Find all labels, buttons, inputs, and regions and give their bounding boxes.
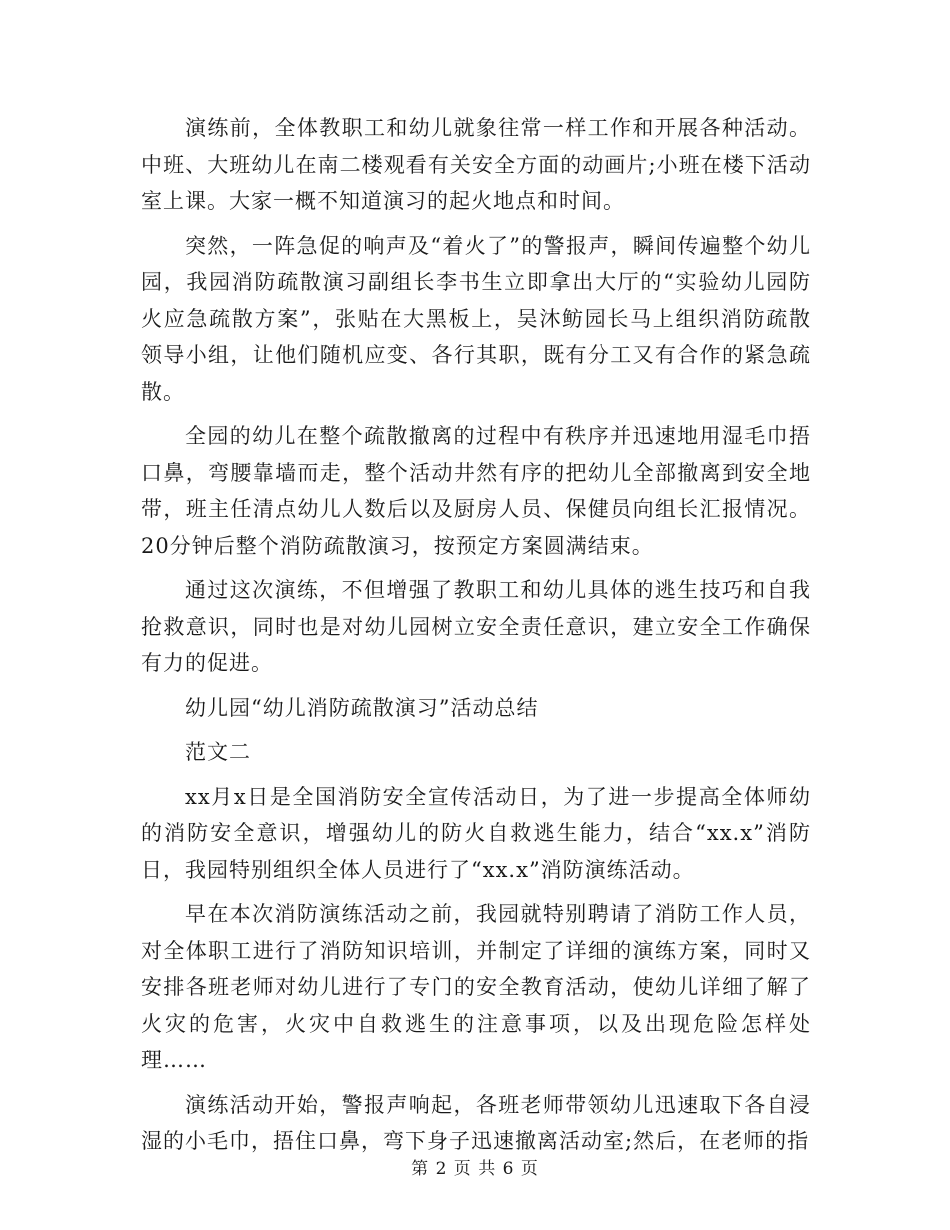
paragraph-drill-preparation: 演练前，全体教职工和幼儿就象往常一样工作和开展各种活动。中班、大班幼儿在南二楼观看有关安全方面的动画片;小班在楼下活动室上课。大家一概不知道演习的起火地点和时间。 bbox=[141, 116, 811, 213]
paragraph-evacuation-process: 全园的幼儿在整个疏散撤离的过程中有秩序并迅速地用湿毛巾捂口鼻，弯腰靠墙而走，整个活动井然有序的把幼儿全部撤离到安全地带，班主任清点幼儿人数后以及厨房人员、保健员向组长汇报情况。20分钟后整个消防疏散演习，按预定方案圆满结束。 bbox=[141, 424, 811, 558]
page-number-footer: 第 2 页 共 6 页 bbox=[411, 1159, 539, 1179]
document-body bbox=[141, 110, 811, 1160]
section-title: 幼儿园“幼儿消防疏散演习”活动总结 bbox=[185, 695, 539, 720]
paragraph-drill-start: 演练活动开始，警报声响起，各班老师带领幼儿迅速取下各自浸湿的小毛巾，捂住口鼻，弯下身子迅速撤离活动室;然后，在老师的指 bbox=[141, 1092, 811, 1153]
paragraph-drill-conclusion: 通过这次演练，不但增强了教职工和幼儿具体的逃生技巧和自我抢救意识，同时也是对幼儿园树立安全责任意识，建立安全工作确保有力的促进。 bbox=[141, 578, 811, 675]
paragraph-fire-safety-day: xx月x日是全国消防安全宣传活动日，为了进一步提高全体师幼的消防安全意识，增强幼儿的防火自救逃生能力，结合“xx.x”消防日，我园特别组织全体人员进行了“xx.x”消防演练活动。 bbox=[141, 784, 811, 882]
section-subtitle: 范文二 bbox=[185, 740, 251, 764]
paragraph-training-before-drill: 早在本次消防演练活动之前，我园就特别聘请了消防工作人员，对全体职工进行了消防知识培训，并制定了详细的演练方案，同时又安排各班老师对幼儿进行了专门的安全教育活动，使幼儿详细了解了火灾的危害，火灾中自救逃生的注意事项，以及出现危险怎样处理…… bbox=[141, 902, 811, 1072]
paragraph-alarm-evacuation: 突然，一阵急促的响声及“着火了”的警报声，瞬间传遍整个幼儿园，我园消防疏散演习副组长李书生立即拿出大厅的“实验幼儿园防火应急疏散方案”，张贴在大黑板上，吴沐鲂园长马上组织消防疏散领导小组，让他们随机应变、各行其职，既有分工又有合作的紧急疏散。 bbox=[141, 233, 811, 404]
